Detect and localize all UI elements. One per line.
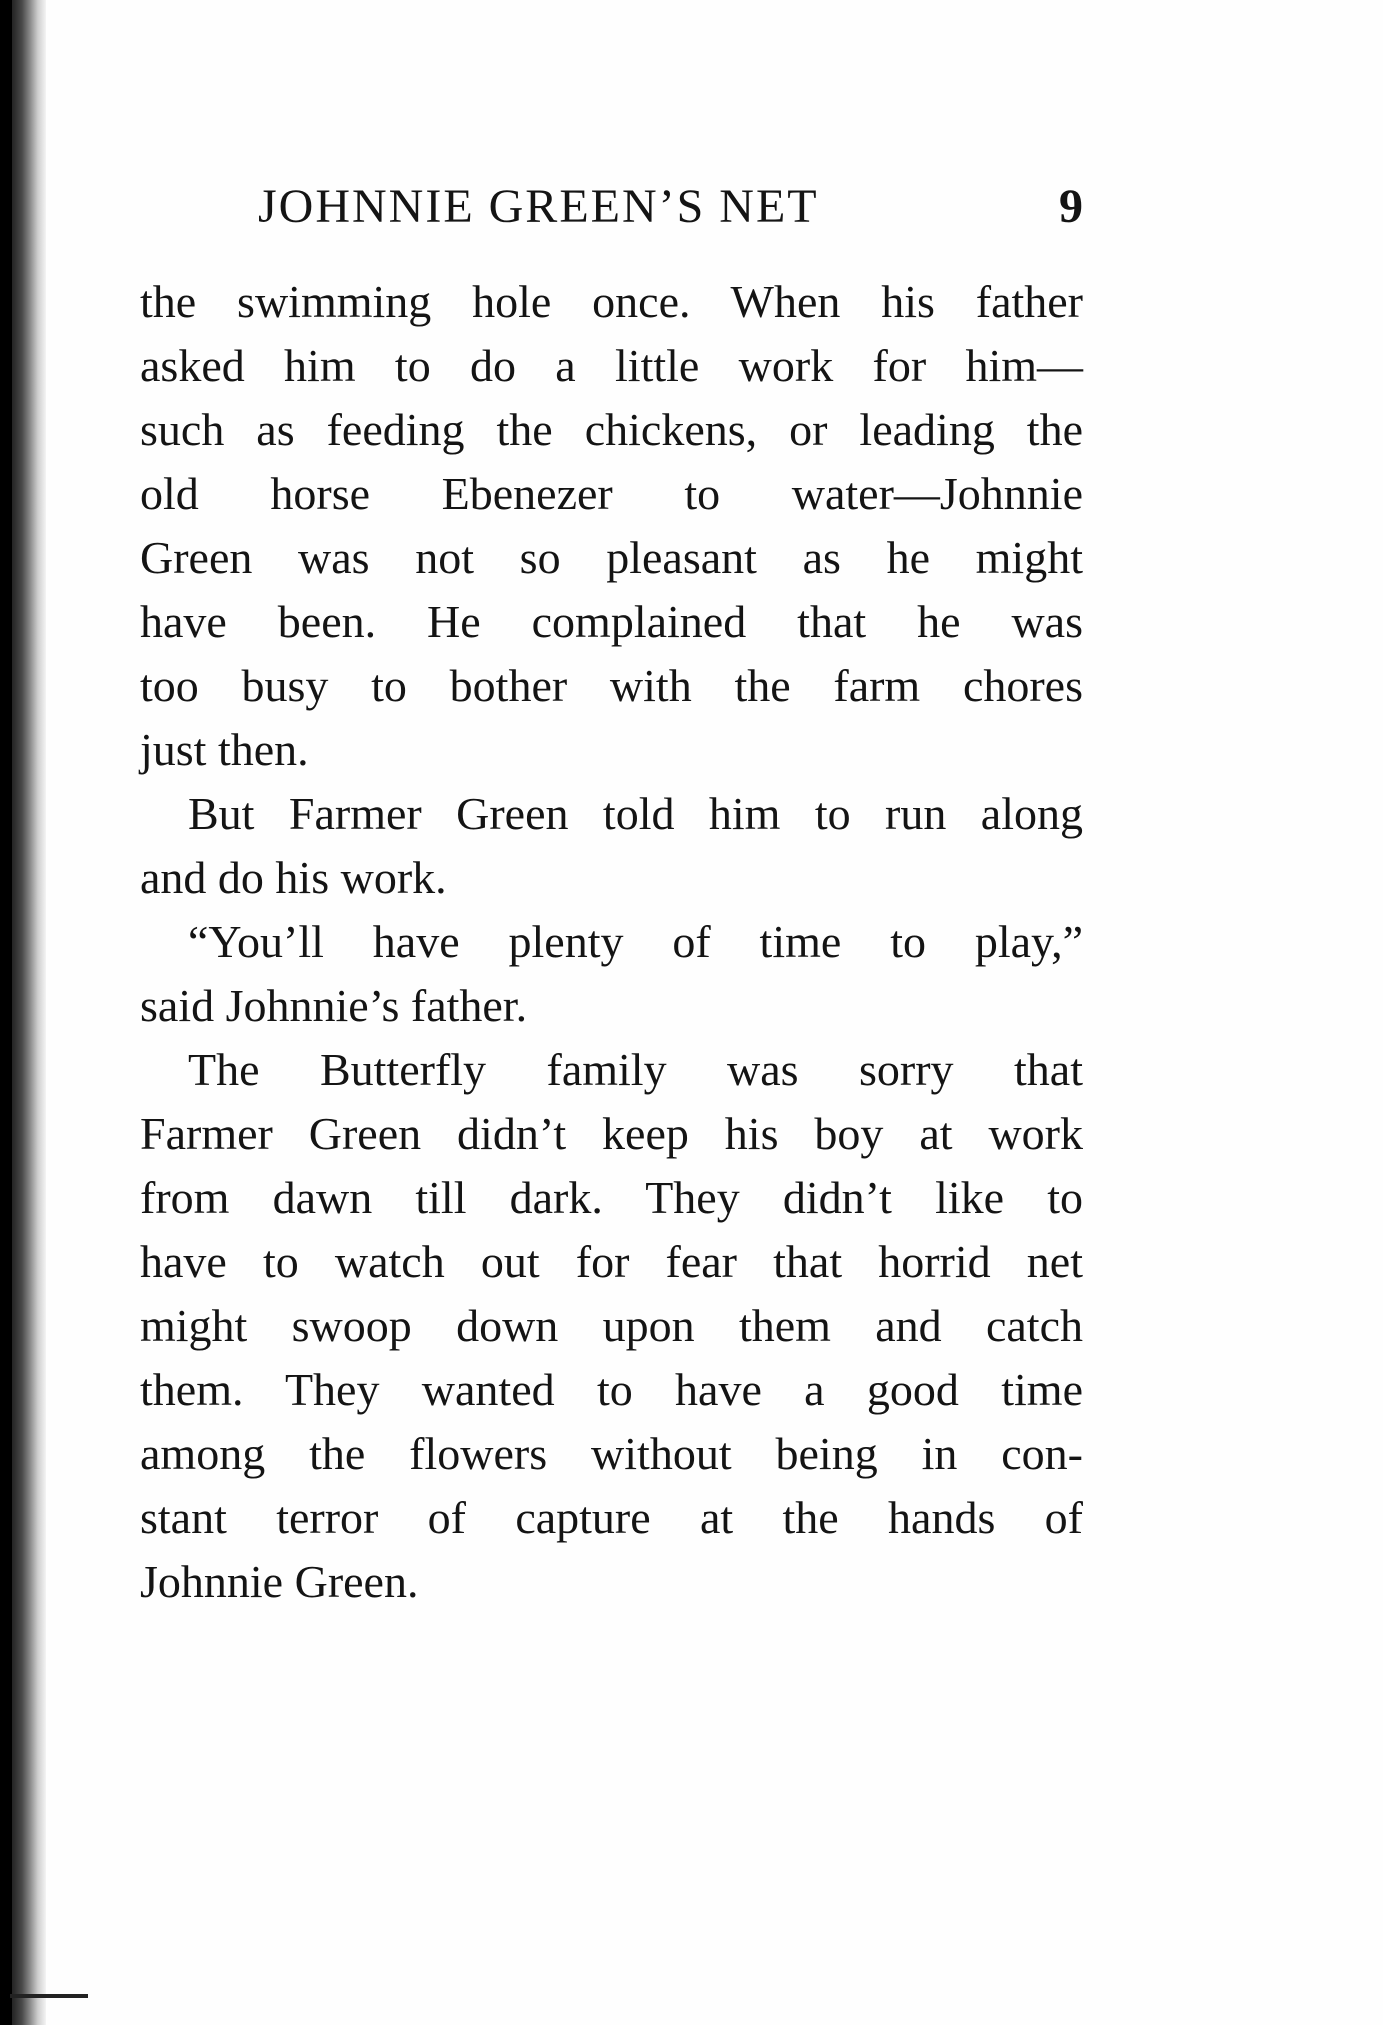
- text-line: asked him to do a little work for him—: [140, 340, 1083, 391]
- text-line: just then.: [140, 724, 309, 775]
- binding-edge: [0, 0, 12, 2025]
- text-line: have to watch out for fear that horrid net: [140, 1236, 1083, 1287]
- text-line: might swoop down upon them and catch: [140, 1300, 1083, 1351]
- text-line: said Johnnie’s father.: [140, 980, 528, 1031]
- body-text: [140, 270, 1083, 1614]
- text-line: old horse Ebenezer to water—Johnnie: [140, 468, 1083, 519]
- text-line: too busy to bother with the farm chores: [140, 660, 1083, 711]
- text-line: Farmer Green didn’t keep his boy at work: [140, 1108, 1083, 1159]
- text-line: But Farmer Green told him to run along: [188, 788, 1083, 839]
- text-line: the swimming hole once. When his father: [140, 276, 1083, 327]
- running-head: [140, 172, 1083, 242]
- running-title: JOHNNIE GREEN’S NET: [258, 180, 819, 233]
- text-line: “You’ll have plenty of time to play,”: [188, 916, 1083, 967]
- text-line: have been. He complained that he was: [140, 596, 1083, 647]
- text-line: among the flowers without being in con-: [140, 1428, 1083, 1479]
- text-line: stant terror of capture at the hands of: [140, 1492, 1083, 1543]
- text-line: Johnnie Green.: [140, 1556, 419, 1607]
- text-line: Green was not so pleasant as he might: [140, 532, 1083, 583]
- page-corner-mark: [10, 1994, 88, 1998]
- text-line: such as feeding the chickens, or leading the: [140, 404, 1083, 455]
- text-line: The Butterfly family was sorry that: [188, 1044, 1083, 1095]
- text-line: from dawn till dark. They didn’t like to: [140, 1172, 1083, 1223]
- text-line: them. They wanted to have a good time: [140, 1364, 1083, 1415]
- text-line: and do his work.: [140, 852, 447, 903]
- page-number: 9: [1059, 180, 1083, 233]
